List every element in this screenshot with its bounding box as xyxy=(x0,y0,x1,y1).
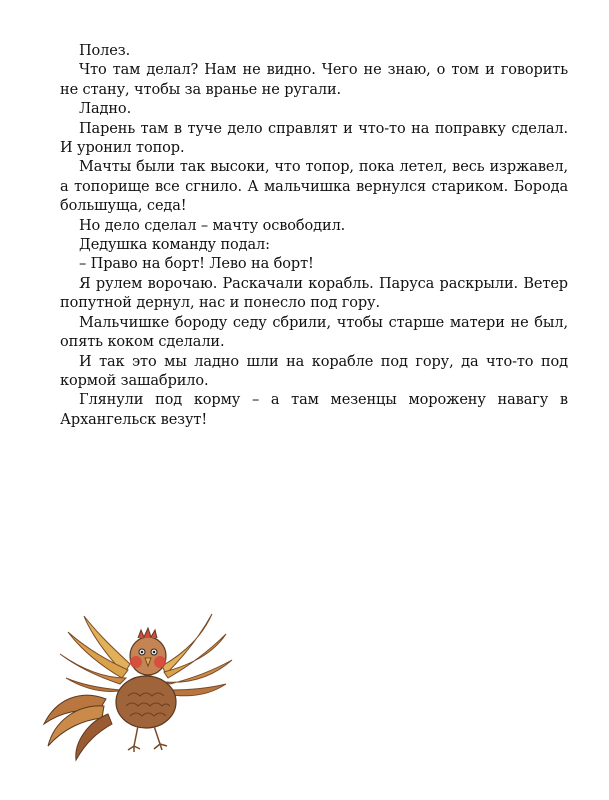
bird-head xyxy=(130,628,166,675)
paragraph: Дедушка команду подал: xyxy=(79,237,270,254)
bird-tail xyxy=(44,695,112,760)
bird-left-wing xyxy=(60,616,130,692)
paragraph: Но дело сделал – мачту освободил. xyxy=(79,217,346,234)
story-text xyxy=(60,42,568,430)
paragraph: Парень там в туче дело справлят и что-то на поправку сделал. И уронил топор. xyxy=(60,120,568,157)
bird-illustration-icon xyxy=(36,604,236,764)
bird-legs xyxy=(128,726,167,752)
bird-right-wing xyxy=(162,614,232,696)
paragraph: Полез. xyxy=(79,43,131,59)
bird-body xyxy=(116,676,176,728)
paragraph: Мачты были так высоки, что топор, пока летел, весь изржавел, а топорище все сгнило. А мальчишка вернулся стариком. Борода большуща, седа! xyxy=(60,159,568,215)
paragraph: Ладно. xyxy=(79,101,132,118)
paragraph: И так это мы ладно шли на корабле под гору, да что-то под кормой зашабрило. xyxy=(60,353,568,389)
paragraph: – Право на борт! Лево на борт! xyxy=(79,256,314,273)
paragraph: Мальчишке бороду седу сбрили, чтобы старше матери не был, опять коком сделали. xyxy=(60,314,568,351)
paragraph: Глянули под корму – а там мезенцы морожену навагу в Архангельск везут! xyxy=(60,392,568,428)
paragraph: Что там делал? Нам не видно. Чего не знаю, о том и говорить не стану, чтобы за вранье не ругали. xyxy=(60,62,568,98)
paragraph: Я рулем ворочаю. Раскачали корабль. Паруса раскрыли. Ветер попутной дернул, нас и понесло под гору. xyxy=(60,275,568,312)
